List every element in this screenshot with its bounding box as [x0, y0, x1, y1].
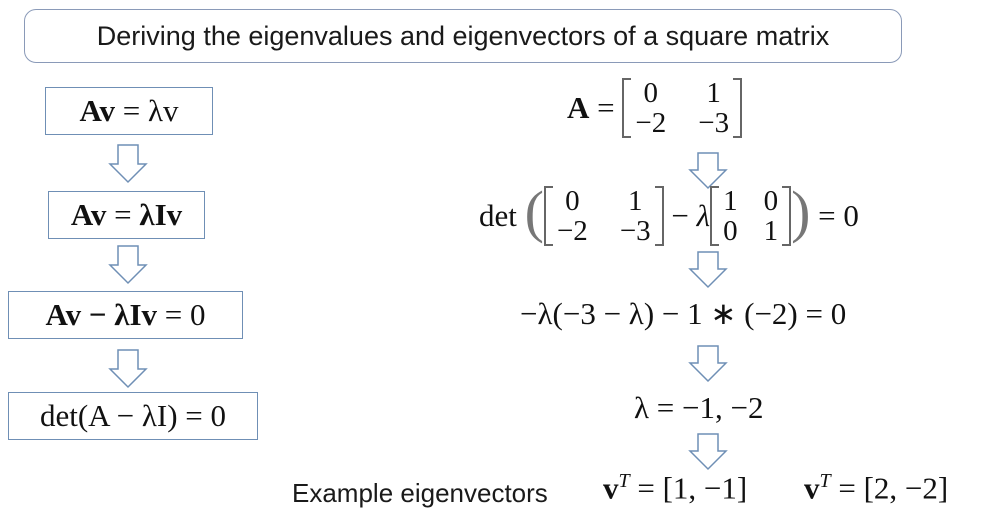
identity-matrix: 1 0 0 1: [710, 186, 791, 246]
matrix-a: 0 1 −2 −3: [622, 78, 742, 138]
down-arrow-icon: [688, 152, 728, 190]
matrix-a-definition: A = 0 1 −2 −3: [567, 78, 742, 138]
det-equation: det ( 0 1 −2 −3 − λ 1 0 0 1 ) = 0: [479, 179, 859, 247]
step-4-eq: det(A − λI) = 0: [39, 398, 227, 433]
down-arrow-icon: [688, 345, 728, 383]
eigenvalues: λ = −1, −2: [634, 390, 764, 425]
down-arrow-icon: [108, 349, 148, 389]
down-arrow-icon: [688, 251, 728, 289]
eigenvector-1: $v^T = [1$, −1]: [603, 470, 748, 506]
step-3-box: [8, 291, 243, 339]
step-4-box: [8, 392, 258, 440]
page-title: Deriving the eigenvalues and eigenvectors of a square matrix: [96, 20, 830, 51]
matrix-a-copy: 0 1 −2 −3: [544, 186, 664, 246]
step-3-eq: Av − λIv = 0: [45, 297, 206, 332]
characteristic-equation: −λ(−3 − λ) − 1 ∗ (−2) = 0: [520, 296, 847, 331]
down-arrow-icon: [688, 433, 728, 471]
step-1-eq: Av = λv: [79, 93, 179, 128]
step-2-box: [48, 191, 205, 239]
eigenvector-2: $v^T = [2$, −2]: [804, 470, 949, 506]
down-arrow-icon: [108, 144, 148, 184]
title-box: [24, 9, 902, 63]
example-label: Example eigenvectors: [292, 478, 548, 508]
down-arrow-icon: [108, 245, 148, 285]
step-1-box: [45, 87, 213, 135]
step-2-eq: Av = λIv: [70, 197, 183, 232]
